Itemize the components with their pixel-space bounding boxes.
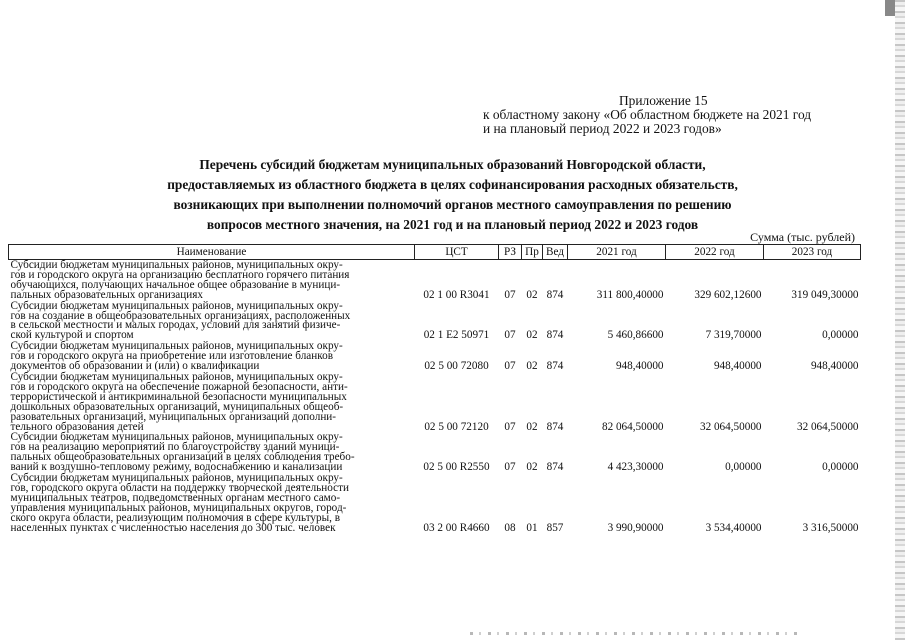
header-name: Наименование [9, 245, 415, 260]
row-ved: 874 [546, 329, 564, 342]
scan-edge-artifact [895, 0, 905, 640]
row-amount-2021: 311 800,40000 [596, 288, 664, 301]
table-row [9, 301, 861, 342]
header-2021: 2021 год [568, 245, 666, 260]
row-rz: 08 [504, 521, 516, 534]
row-ved: 874 [546, 420, 564, 433]
scan-corner-artifact [885, 0, 895, 16]
header-rz: РЗ [499, 245, 522, 260]
row-pr: 02 [526, 288, 538, 301]
row-amount-2022: 329 602,12600 [694, 288, 762, 301]
row-pr: 02 [526, 360, 538, 373]
row-amount-2021: 5 460,86600 [607, 329, 664, 342]
row-amount-2022: 948,40000 [713, 360, 762, 373]
row-cst: 02 5 00 72080 [424, 360, 489, 373]
row-ved: 857 [546, 521, 564, 534]
table-row [9, 432, 861, 473]
appendix-header [483, 94, 873, 136]
table-row [9, 341, 861, 372]
title-line: предоставляемых из областного бюджета в целях софинансирования расходных обязательств, [167, 177, 738, 192]
row-amount-2023: 319 049,30000 [791, 288, 859, 301]
header-ved: Вед [543, 245, 568, 260]
row-cst: 02 5 00 72120 [424, 420, 489, 433]
row-name: Субсидии бюджетам муниципальных районов, муниципальных окру- гов на реализацию мероприятий по благоустройству зданий муници- пальных общеобразовательных организаций в целях соблюдения требо- ваний к воздушно-тепловому режиму, водоснабжению и канализации [10, 431, 355, 474]
row-name: Субсидии бюджетам муниципальных районов, муниципальных окру- гов, городского округа области на поддержку творческой деятельности муниципальных театров, подведомственных органам местного само- управления муниципальных районов, муниципальных округов, город- ского округа области, реализующим полномочия в сфере культуры, в населенных пунктах с численностью населения до 300 тыс. человек [10, 472, 349, 534]
row-amount-2021: 4 423,30000 [607, 461, 664, 474]
row-amount-2021: 82 064,50000 [601, 420, 664, 433]
appendix-number: Приложение 15 [619, 93, 708, 108]
row-amount-2021: 3 990,90000 [607, 521, 664, 534]
row-pr: 02 [526, 329, 538, 342]
scan-bottom-artifact [470, 632, 800, 635]
amount-unit-label: Сумма (тыс. рублей) [750, 230, 855, 244]
row-rz: 07 [504, 360, 516, 373]
row-cst: 02 1 E2 50971 [423, 329, 490, 342]
subsidy-table-container [8, 244, 861, 533]
header-2022: 2022 год [666, 245, 764, 260]
row-rz: 07 [504, 329, 516, 342]
title-line: возникающих при выполнении полномочий органов местного самоуправления по решению [173, 197, 732, 212]
title-line: Перечень субсидий бюджетам муниципальных образований Новгородской области, [199, 157, 706, 172]
row-amount-2023: 948,40000 [810, 360, 859, 373]
row-rz: 07 [504, 461, 516, 474]
row-amount-2021: 948,40000 [615, 360, 664, 373]
header-2023: 2023 год [764, 245, 861, 260]
appendix-law-period: и на плановый период 2022 и 2023 годов» [483, 121, 722, 136]
row-amount-2022: 0,00000 [725, 461, 762, 474]
row-cst: 02 1 00 R3041 [423, 288, 490, 301]
header-pr: Пр [522, 245, 543, 260]
row-ved: 874 [546, 360, 564, 373]
subsidy-table [8, 244, 861, 533]
table-header-row [9, 245, 861, 260]
row-amount-2022: 32 064,50000 [699, 420, 762, 433]
title-line: вопросов местного значения, на 2021 год и на плановый период 2022 и 2023 годов [206, 217, 699, 232]
row-ved: 874 [546, 288, 564, 301]
row-amount-2022: 7 319,70000 [705, 329, 762, 342]
table-row [9, 372, 861, 432]
row-name: Субсидии бюджетам муниципальных районов, муниципальных окру- гов и городского округа на организацию бесплатного горячего питания обучающихся, получающих начальное общее образование в муници- пальных образовательных организациях [10, 259, 350, 301]
row-amount-2023: 0,00000 [822, 461, 859, 474]
row-pr: 01 [526, 521, 538, 534]
row-name: Субсидии бюджетам муниципальных районов, муниципальных окру- гов и городского округа на приобретение или изготовление бланков документов об образовании и (или) о квалификации [10, 340, 343, 373]
row-pr: 02 [526, 420, 538, 433]
header-cst: ЦСТ [415, 245, 499, 260]
appendix-law-reference: к областному закону «Об областном бюджете на 2021 год [483, 107, 812, 122]
row-pr: 02 [526, 461, 538, 474]
table-row [9, 260, 861, 301]
row-cst: 02 5 00 R2550 [423, 461, 490, 474]
row-rz: 07 [504, 288, 516, 301]
row-name: Субсидии бюджетам муниципальных районов, муниципальных окру- гов на создание в общеобразовательных организациях, расположенных в сельской местности и малых городах, условий для занятий физиче- ской культурой и спортом [10, 299, 351, 342]
document-title [100, 155, 805, 235]
row-ved: 874 [546, 461, 564, 474]
row-name: Субсидии бюджетам муниципальных районов, муниципальных окру- гов и городского округа на обеспечение пожарной безопасности, анти- террористической и антикриминальной безопасности муниципальных дошкольных образовательных организаций, муниципальных общеоб- разовательных организаций, муниципальных организаций дополни- тельного образования детей [10, 370, 348, 433]
row-amount-2023: 0,00000 [822, 329, 859, 342]
row-cst: 03 2 00 R4660 [423, 521, 490, 534]
table-row [9, 473, 861, 533]
row-amount-2023: 3 316,50000 [802, 521, 859, 534]
row-amount-2022: 3 534,40000 [705, 521, 762, 534]
row-rz: 07 [504, 420, 516, 433]
row-amount-2023: 32 064,50000 [796, 420, 859, 433]
